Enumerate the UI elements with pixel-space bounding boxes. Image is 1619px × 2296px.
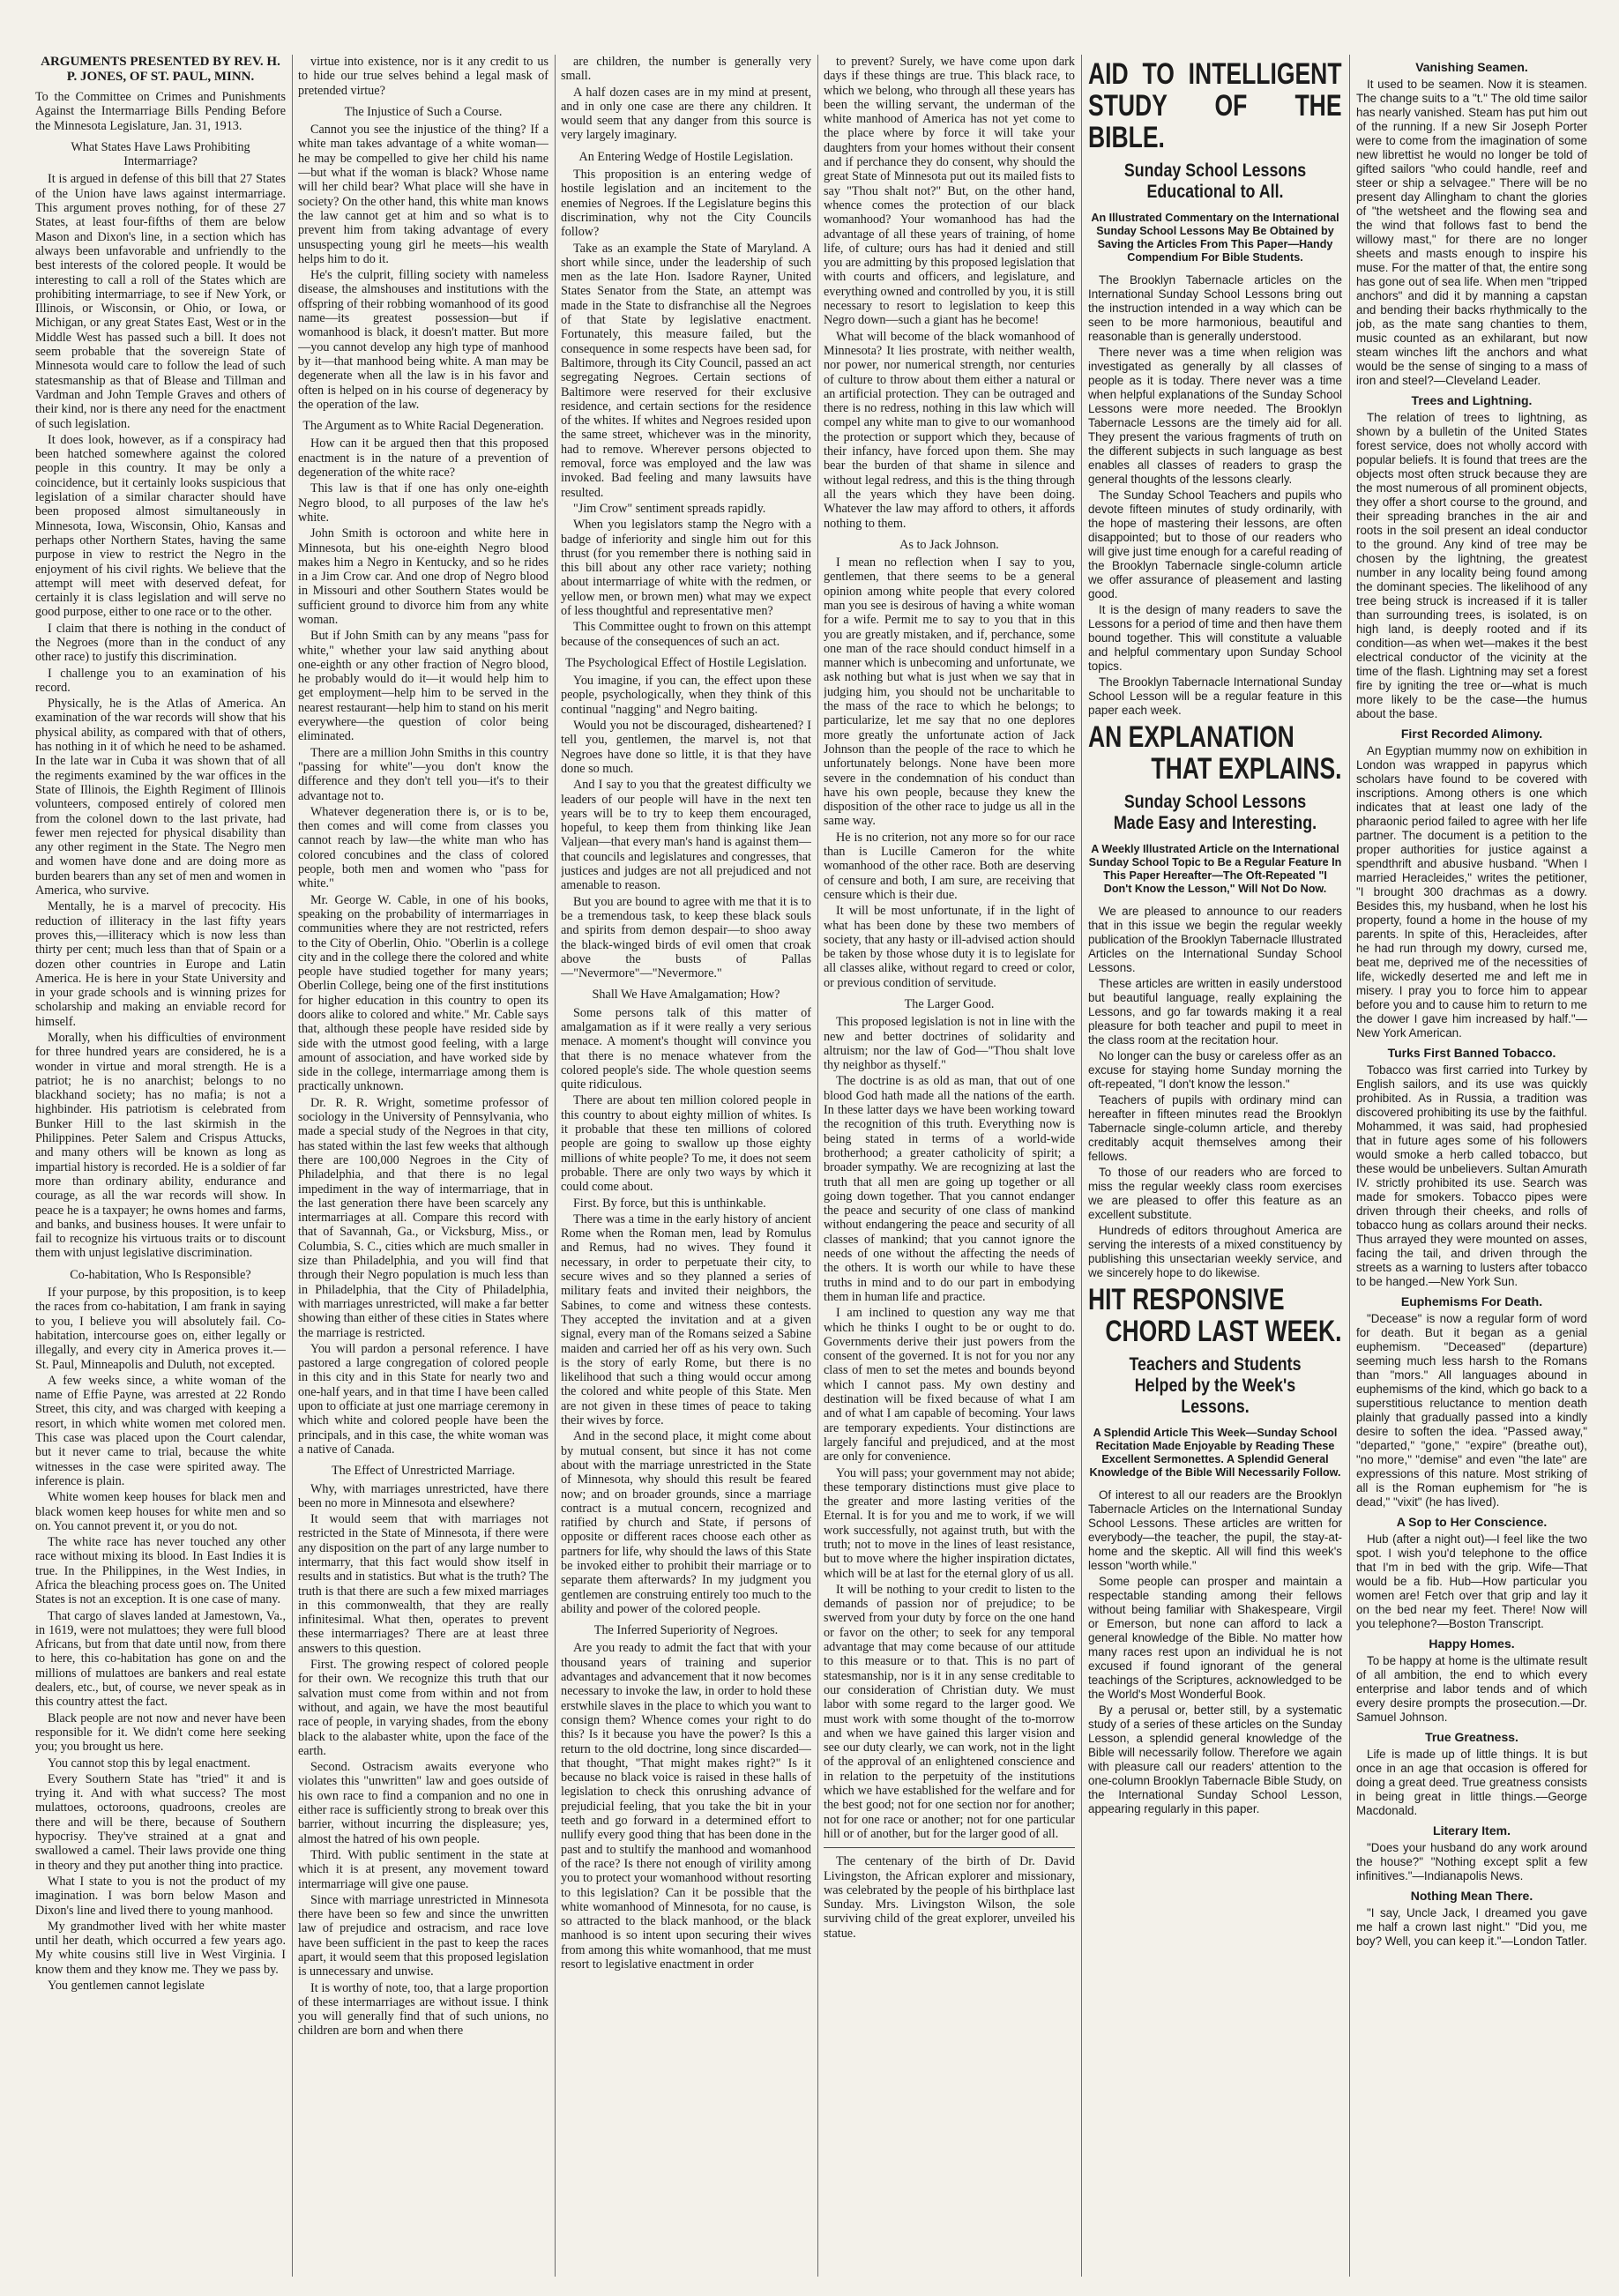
paragraph: This proposed legislation is not in line with the new and better doctrines of solidarity and altruism; nor the law of God—"Thou shalt love thy neighbor as thyself." <box>824 1015 1075 1073</box>
paragraph: I am inclined to question any way me that which he thinks I ought to be or ought to do. Governments derive their just powers from the consent of the governed. It is not for you nor any class of men to set the metes and bounds beyond which I cannot pass. My own destiny and destination will be fixed because of what I am and of what I am capable of becoming. Your laws are temporary expedients. Your distinctions are largely fanciful and prejudiced, and at the most are only for convenience. <box>824 1306 1075 1465</box>
item-title: Turks First Banned Tobacco. <box>1387 1046 1556 1060</box>
paragraph: Some people can prosper and maintain a respectable standing among their fellows without being familiar with Shakespeare, Virgil or Emerson, but none can afford to lack a general knowledge of the Bible. No matter how many races rest upon an individual he is not excused if found ignorant of the general teachings of the Scriptures, acknowledged to be the World's Most Wonderful Book. <box>1088 1575 1342 1701</box>
paragraph: Hundreds of editors throughout America are serving the interests of a mixed constituency by publishing this unsectarian weekly service, and we sincerely hope to do likewise. <box>1088 1224 1342 1279</box>
item-title: First Recorded Alimony. <box>1400 727 1543 741</box>
deck: Sunday School Lessons Educational to All. <box>1123 160 1307 202</box>
paragraph: But you are bound to agree with me that it is to be a tremendous task, to keep these black souls and spirits from demon despair—to shoo away the black-winged birds of evil omen that croak above the busts of Pallas—"Nevermore"—"Nevermore." <box>561 894 811 981</box>
paragraph: It will be nothing to your credit to listen to the demands of passion nor of prejudice; to be swerved from your duty by force on the one hand or favor on the other; to seek for any temporal advantage that may come because of our attitude to this measure or to that. This is no part of statesmanship, nor is it in any sense creditable to our consideration of Christian duty. We must labor with some regard to the larger good. We must work with some thought of the to-morrow and when we have gained this larger vision and see our duty clearly, we can work, not in the light of the approval of an enlightened conscience and in relation to the perpetuity of the institutions which we have established for the welfare and for the best good; not for one section nor for another; not for one race or another; not for one particular hill or of another, but for the larger good of all. <box>824 1582 1075 1841</box>
paragraph: By a perusal or, better still, by a systematic study of a series of these articles on the Sunday Lesson, a splendid general knowledge of the Bible will necessarily follow. Therefore we again with pleasure call our readers' attention to the one-column Brooklyn Tabernacle Bible Study, on the International Sunday School Lesson, appearing regularly in this paper. <box>1088 1703 1342 1815</box>
paragraph: Hub (after a night out)—I feel like the two spot. I wish you'd telephone to the office that I'm in bed with the grip. Wife—That would be a fib. Hub—How particular you women are! Fetch over that grip and lay it on the bed near my feet. There! Now will you telephone?—Boston Transcript. <box>1356 1532 1587 1630</box>
section-heading: The Psychological Effect of Hostile Legislation. <box>565 655 807 670</box>
paragraph: I challenge you to an examination of his record. <box>35 666 286 695</box>
paragraph: A few weeks since, a white woman of the name of Effie Payne, was arrested at 22 Rondo Street, this city, and was charged with keeping a resort, in which white women met colored men. This case was placed upon the Court calendar, but it never came to trial, because the white witnesses in the case were spirited away. The inference is plain. <box>35 1373 286 1488</box>
paragraph: A half dozen cases are in my mind at present, and in only one case are there any children. It would seem that any danger from this source is very largely imaginary. <box>561 85 811 143</box>
paragraph: But if John Smith can by any means "pass for white," whether your law said anything about one-eighth or any other fraction of Negro blood, he probably would do it—it would help him to get employment—help him to be served in the nearest restaurant—help him to stand on his merit everywhere—the question of color being eliminated. <box>298 629 548 744</box>
paragraph: That cargo of slaves landed at Jamestown, Va., in 1619, were not mulattoes; they were full blood Africans, but from that date until now, from there to here, this co-habitation has gone on and the millions of mulattoes are bankers and real estate dealers, etc., but, of course, we never speak as in this country attest the fact. <box>35 1608 286 1710</box>
paragraph: It would seem that with marriages not restricted in the State of Minnesota, if there were any disposition on the part of any large number to intermarry, that this fact would show itself in results and in statistics. But what is the truth? The truth is that there are such a few mixed marriages in this commonwealth, that they are really infinitesimal. What then, operates to prevent these intermarriages? There are at least three answers to this question. <box>298 1512 548 1656</box>
paragraph: These articles are written in easily understood but beautiful language, really explaining the Lessons, and go far towards making it a real pleasure for both teacher and pupil to meet in the class room at the recitation hour. <box>1088 977 1342 1047</box>
paragraph: Second. Ostracism awaits everyone who violates this "unwritten" law and goes outside of his own race to find a companion and no one in either race is sufficiently strong to break over this barrier, without incurring the displeasure; yes, almost the hatred of his own people. <box>298 1760 548 1846</box>
paragraph: First. By force, but this is unthinkable. <box>573 1196 766 1211</box>
headline: THAT EXPLAINS. <box>1151 752 1342 786</box>
paragraph: There are a million John Smiths in this country "passing for white"—you don't know the difference and they don't tell you—it's to their advantage not to. <box>298 745 548 803</box>
paragraph: The Brooklyn Tabernacle International Sunday School Lesson will be a regular feature in this paper each week. <box>1088 675 1342 717</box>
paragraph: I claim that there is nothing in the conduct of the Negroes (more than in the conduct of any other race) to justify this discrimination. <box>35 621 286 665</box>
paragraph: What I state to you is not the product of my imagination. I was born below Mason and Dixon's line and lived there to young manhood. <box>35 1874 286 1918</box>
paragraph: You cannot stop this by legal enactment. <box>48 1756 250 1770</box>
paragraph: This Committee ought to frown on this attempt because of the consequences of such an act. <box>561 620 811 649</box>
column-rule <box>817 55 818 2277</box>
paragraph: Dr. R. R. Wright, sometime professor of sociology in the University of Pennsylvania, who made a special study of the Negroes in that city, has stated within the last few weeks that although there are 100,000 Negroes in the City of Philadelphia, and that there is no legal impediment in the way of intermarriage, that in the last generation there have been scarcely any intermarriages at all. Compare this record with that of Savannah, Ga., or Vicksburg, Miss., or Columbia, S. C., cities which are much smaller in size than Philadelphia, and you will find that through their Negro population is much less than in Philadelphia, that the City of Philadelphia, with marriages unrestricted, will make a far better showing than either of these cities in States where the marriage is restricted. <box>298 1095 548 1340</box>
column-rule <box>555 55 556 2277</box>
paragraph: virtue into existence, nor is it any credit to us to hide our true selves behind a legal mask of pretended virtue? <box>298 55 548 98</box>
paragraph: The doctrine is as old as man, that out of one blood God hath made all the nations of the earth. In these latter days we have been working toward the recognition of this truth. Everything now is being stated in terms of a world-wide brotherhood; a greater catholicity of spirit; a broader sympathy. We are recognizing at last the truth that all men are going up together or all going down together. That you cannot endanger the peace and security of one class of mankind without endangering the peace and security of all classes of mankind; that you cannot ignore the needs of one without the affecting the needs of the others. It is worth our while to have these truths in mind and to do our part in embodying them in human life and practice. <box>824 1074 1075 1304</box>
paragraph: First. The growing respect of colored people for their own. We recognize this truth that our salvation must come from within and not from without, and again, we have the most beautiful race of people, in varying shades, from the ebony black to the alabaster white, upon the face of the earth. <box>298 1658 548 1758</box>
column-rule <box>292 55 293 2277</box>
paragraph: Mentally, he is a marvel of precocity. His reduction of illiteracy in the last fifty years proves this,—illiteracy which is now less than thirty per cent; much less than that of Spain or a dozen other countries in Europe and Latin America. He is here in your State University and in your grade schools and is winning prizes for scholarship and making an enviable record for himself. <box>35 899 286 1029</box>
paragraph: You gentlemen cannot legislate <box>48 1979 205 1993</box>
paragraph: How can it be argued then that this proposed enactment is in the nature of a prevention of degeneration of the white race? <box>298 436 548 481</box>
paragraph: Take as an example the State of Maryland. A short while since, under the leadership of such men as the late Hon. Isadore Rayner, United States Senator from the State, an attempt was made in the State to disfranchise all the Negroes of that State by legislative enactment. Fortunately, this measure failed, but the consequence in some respects have been sad, for Baltimore, through its City Council, passed an act segregating Negroes. Certain sections of Baltimore were reserved for their exclusive residence, and certain sections for the residence of the whites. If whites and Negroes resided upon the same street, whichever was in the minority, had to remove. Wherever persons objected to removal, force was employed and the law was invoked. Bad feeling and many lawsuits have resulted. <box>561 241 811 500</box>
section-heading: The Effect of Unrestricted Marriage. <box>331 1464 516 1479</box>
summary: A Splendid Article This Week—Sunday School Recitation Made Enjoyable by Reading These Excellent Sermonettes. A Splendid General Knowledge of the Bible Will Necessarily Follow. <box>1089 1427 1341 1479</box>
paragraph: "I say, Uncle Jack, I dreamed you gave me half a crown last night." "Did you, me boy? Well, you can keep it."—London Tatler. <box>1356 1906 1587 1948</box>
paragraph: Black people are not now and never have been responsible for it. We didn't come here seeking you; you brought us here. <box>35 1711 286 1755</box>
paragraph: to prevent? Surely, we have come upon dark days if these things are true. This black race, to which we belong, who through all these years has been the willing servant, the underman of the white manhood of America has not yet come to the place where by force it will take your daughters from your homes without their consent and if perchance they do consent, why should the great State of Minnesota put out its mailed fists to say "Thou shalt not?" But, on the other hand, whence comes the protection of our black womanhood? Your womanhood has had the advantage of all these years of training, of home life, of culture; ours has had it denied and still you are admitting by this proposed legislation that with courts and officers, and legislature, and everything owned and controlled by you, it is still necessary to resort to legislation to keep this Negro down—such a giant has he become! <box>824 55 1075 328</box>
section-heading: As to Jack Johnson. <box>899 537 999 552</box>
paragraph: You will pass; your government may not abide; these temporary distinctions must give place to the greater and more lasting verities of the Eternal. It is for you and me to work, if we will work successfully, not against truth, but with the truth; not to move in the lines of least resistance, but to move where the higher inspiration dictates, which will be at last for the eternal glory of us all. <box>824 1465 1075 1581</box>
column-rule <box>1349 55 1350 2277</box>
paragraph: It used to be seamen. Now it is steamen. The change suits to a "t." The old time sailor has nearly vanished. Steam has put him out of the running. If a new Sir Joseph Porter were to come from the imagination of some new librettist he would no longer be told of gifted sailors "who could handle, reef and steer or ship a selvagee." There will be no present day Allingham to chant the glories of "the wetsheet and the flowing sea and the wind that follows fast to bend the willowy mast," for there are no longer sheets and masts enough to inspire his muse. For the matter of that, the entire song has gone out of sea life. When men "tripped anchors" and did it by manning a capstan and bending their backs rhythmically to the job, as the mate sang chanties to them, music counted as an exhilarant, but now steam winches lift the anchors and what would be the sense of singing to a mass of iron and steel?—Cleveland Leader. <box>1356 78 1587 387</box>
section-heading: The Larger Good. <box>904 997 995 1011</box>
deck: Teachers and Students Helped by the Week's Lessons. <box>1129 1354 1302 1417</box>
section-heading: The Argument as to White Racial Degeneration. <box>302 419 544 434</box>
headline: HIT RESPONSIVE <box>1088 1283 1285 1316</box>
section-heading: Co-habitation, Who Is Responsible? <box>70 1267 251 1282</box>
column-3 <box>561 55 811 2277</box>
paragraph: It will be most unfortunate, if in the light of what has been done by these two members of society, that any hasty or ill-advised action should be taken by those whose duty it is to legislate for all classes alike, without regard to creed or color, or previous condition of servitude. <box>824 904 1075 990</box>
paragraph: To be happy at home is the ultimate result of all ambition, the end to which every enterprise and labor tends and of which every desire prompts the prosecution.—Dr. Samuel Johnson. <box>1356 1654 1587 1724</box>
paragraph: Physically, he is the Atlas of America. An examination of the war records will show that his physical ability, as compared with that of others, has nothing in it of which he need to be ashamed. In the late war in Cuba it was shown that of all the regiments examined by the war offices in the State of Illinois, the Eighth Regiment of Illinois volunteers, composed entirely of colored men from the colonel down to the last private, had fewer men rejected for physical disability than any other regiment in the State. The Negro men and women have done and are doing more as burden bearers than any set of men and women in America, who survive. <box>35 697 286 898</box>
paragraph: Life is made up of little things. It is but once in an age that occasion is offered for doing a great deed. True greatness consists in being great in little things.—George Macdonald. <box>1356 1748 1587 1817</box>
paragraph: Teachers of pupils with ordinary mind can hereafter in fifteen minutes read the Brooklyn Tabernacle single-column article, and thereby creditably acquit themselves among their fellows. <box>1088 1093 1342 1163</box>
paragraph: Third. With public sentiment in the state at which it is at present, any movement toward intermarriage will give one pause. <box>298 1847 548 1891</box>
item-title: A Sop to Her Conscience. <box>1396 1515 1548 1529</box>
paragraph: The Brooklyn Tabernacle articles on the International Sunday School Lessons bring out the instruction intended in a way which can be seen to be more harmonious, beautiful and reasonable than is generally understood. <box>1088 273 1342 343</box>
paragraph: Of interest to all our readers are the Brooklyn Tabernacle Articles on the International Sunday School Lessons. These articles are written for everybody—the teacher, the pupil, the stay-at-home and the skeptic. All will find this week's lesson "worth while." <box>1088 1488 1342 1572</box>
paragraph: Whatever degeneration there is, or is to be, then comes and will come from classes you cannot reach by law—the white man who has colored concubines and the class of colored people, both men and women who "pass for white." <box>298 804 548 891</box>
paragraph: If your purpose, by this proposition, is to keep the races from co-habitation, I am frank in saying to you, I believe you will absolutely fail. Co-habitation, intercourse goes on, either legally or illegally, and every city in America proves it.—St. Paul, Minneapolis and Duluth, not excepted. <box>35 1286 286 1372</box>
paragraph: Since with marriage unrestricted in Minnesota there have been so few and since the unwritten law of prejudice and ostracism, and race love have been sufficient in the past to keep the races apart, it would seem that this proposed legislation is unnecessary and unwise. <box>298 1892 548 1979</box>
paragraph: It is worthy of note, too, that a large proportion of these intermarriages are without issue. I think you will generally find that of such unions, no children are born and when there <box>298 1980 548 2039</box>
paragraph: There are about ten million colored people in this country to about eighty million of whites. Is it probable that these ten millions of colored people are going to swallow up those eighty millions of white people? To me, it does not seem probable. There are only two ways by which it could come about. <box>561 1093 811 1195</box>
section-heading: The Inferred Superiority of Negroes. <box>593 1623 779 1638</box>
paragraph: Tobacco was first carried into Turkey by English sailors, and its use was quickly prohibited. As in Russia, a tradition was discovered prohibiting its use by the faithful. Mohammed, it was said, had prophesied that in future ages some of his followers would smoke a herb called tobacco, but these would be unbelievers. Sultan Amurath IV. strictly prohibited its use. Search was made for smokers. Tobacco pipes were driven through their cheeks, and rolls of tobacco hung as collars around their necks. Thus arrayed they were mounted on asses, facing the tail, and driven through the streets as a warning to lusters after tobacco to be hanged.—New York Sun. <box>1356 1063 1587 1288</box>
paragraph: An Egyptian mummy now on exhibition in London was wrapped in papyrus which scholars have found to be covered with inscriptions. Among others is one which indicates that at least one lady of the pharaonic period failed to agree with her life partner. The document is a petition to the proper authorities for justice against a spendthrift and abusive husband. "When I married Heracleides," writes the petitioner, "I brought 300 drachmas as a dowry. Besides this, my husband, when he lost his property, found a home in the house of my parents. In spite of this, Heracleides, after he had run through my dowry, cursed me, beat me, deprived me of the necessities of life, wickedly deserted me and left me in misery. I pray you to force him to appear before you and to cause him to return to me the dower I gave him increased by half."—New York American. <box>1356 744 1587 1040</box>
divider <box>824 1847 1075 1848</box>
section-heading: An Entering Wedge of Hostile Legislation. <box>578 149 794 164</box>
paragraph: This proposition is an entering wedge of hostile legislation and an incitement to the enemies of Negroes. If the Legislature begins this discrimination, why not the City Councils follow? <box>561 168 811 240</box>
section-heading: The Injustice of Such a Course. <box>344 104 503 119</box>
section-heading: Shall We Have Amalgamation; How? <box>592 988 780 1003</box>
item-title: True Greatness. <box>1425 1730 1518 1744</box>
paragraph: John Smith is octoroon and white here in Minnesota, but his one-eighth Negro blood makes him a Negro in Kentucky, and so he rides in a Jim Crow car. And one drop of Negro blood in Missouri and other Southern States would be sufficient ground to divorce him from any white woman. <box>298 526 548 627</box>
deck: Sunday School Lessons Made Easy and Interesting. <box>1113 792 1317 833</box>
paragraph: Morally, when his difficulties of environment for three hundred years are considered, he is a wonder in virtue and moral strength. He is a patriot; he is no anarchist; belongs to no blackhand society; has no mafia; is not a highbinder. His patriotism is celebrated from Bunker Hill to the last skirmish in the Philippines. Peter Salem and Crispus Attucks, and many others will be known as long as impartial history is recorded. He is a soldier of far more than ordinary ability, endurance and courage, as all the war records will show. In peace he is a taxpayer; he owns homes and farms, and banks, and business houses. It were unfair to fail to recognize his virtuous traits or to discount them with unjust legislative discrimination. <box>35 1031 286 1261</box>
paragraph: Mr. George W. Cable, in one of his books, speaking on the probability of intermarriages in communities where they are not restricted, refers to the City of Oberlin, Ohio. "Oberlin is a college city and in the college there the colored and white people have studied together for many years; Oberlin College, being one of the first institutions for higher education in this country to open its doors alike to colored and white." Mr. Cable says that, although these people have resided side by side with the utmost good feeling, with a large amount of association, and have worked side by side in the college, intermarriage among them is practically unknown. <box>298 892 548 1094</box>
paragraph: What will become of the black womanhood of Minnesota? It lies prostrate, with neither wealth, nor power, nor numerical strength, nor centuries of culture to throw about them either a natural or an artificial protection. They can be outraged and there is no redress, nothing in this law which will compel any white man to give to our womanhood the protection or support which they, because of their infancy, have forced upon them. She may bear the burden of that shame in silence and without legal redress, and this is the thing through all the years which they have been doing. Whatever the law may afford to others, it affords nothing to them. <box>824 329 1075 531</box>
column-5 <box>1088 55 1342 2277</box>
paragraph: I mean no reflection when I say to you, gentlemen, that there seems to be a general opinion among white people that every colored man you see is desirous of having a white woman for a wife. Permit me to say to you that in this you are greatly mistaken, and if, perchance, some one man of the race should conduct himself in a manner which is unbecoming and unfortunate, we ask nothing but what is just when we say that in judging him, you should not be uncharitable to the mass of the race to which he belongs; to particularize, let me say that no one deplores more greatly the unfortunate action of Jack Johnson than the people of the race to which he unfortunately belongs. None have been more severe in the condemnation of his conduct than have his own people, because they knew the disposition of the other race to judge us all in the same way. <box>824 555 1075 829</box>
item-title: Literary Item. <box>1433 1823 1511 1838</box>
paragraph: Would you not be discouraged, disheartened? I tell you, gentlemen, the marvel is, not that Negroes have done so little, it is that they have done so much. <box>561 719 811 776</box>
paragraph: It is the design of many readers to save the Lessons for a period of time and then have them bound together. This will constitute a valuable and helpful commentary upon Sunday School topics. <box>1088 603 1342 673</box>
paragraph: "Jim Crow" sentiment spreads rapidly. <box>573 501 766 516</box>
item-title: Nothing Mean There. <box>1410 1889 1533 1903</box>
summary: An Illustrated Commentary on the International Sunday School Lessons May Be Obtained by Saving the Articles From This Paper—Handy Compendium For Bible Students. <box>1091 212 1339 264</box>
paragraph: The white race has never touched any other race without mixing its blood. In East Indies it is true. In the Philippines, in the West Indies, in Africa the bleaching process goes on. The United States is not an exception. It is one case of many. <box>35 1535 286 1607</box>
headline: AID TO INTELLIGENT STUDY OF THE BIBLE. <box>1088 57 1342 154</box>
column-4 <box>824 55 1075 2277</box>
paragraph: Cannot you see the injustice of the thing? If a white man takes advantage of a white woman—he may be compelled to give her child his name—but what if the woman is black? Whose name will her child bear? What place will she have in society? On the other hand, this white man knows the law cannot get at him and so what is to prevent him from taking advantage of every unsuspecting young girl he meets—his wealth helps him to do it. <box>298 123 548 266</box>
paragraph: My grandmother lived with her white master until her death, which occurred a few years ago. My white cousins still live in West Virginia. I know them and they know me. They we pass by. <box>35 1919 286 1977</box>
paragraph: He is no criterion, not any more so for our race than is Lucille Cameron for the white womanhood of the other race. Both are deserving of censure and both, I am sure, are receiving that censure which is their due. <box>824 830 1075 902</box>
paragraph: You will pardon a personal reference. I have pastored a large congregation of colored people in this city and in this State for nearly two and one-half years, and in that time I have been called upon to officiate at just one marriage ceremony in which white and colored people have been the principals, and in this case, the white woman was a native of Canada. <box>298 1341 548 1457</box>
headline: CHORD LAST WEEK. <box>1105 1315 1342 1348</box>
paragraph: "Decease" is now a regular form of word for death. But it began as a genial euphemism. "Deceased" (departure) seeming much less harsh to the Romans than "mors." All languages abound in euphemisms of the kind, which go back to a superstitious reluctance to mention death plainly that gradually passed into a kindly desire to soften the idea. "Passed away," "departed," "gone," "expire" (breathe out), "no more," "demise" and even "the late" are expressions of this nature. Most striking of all is the Roman euphemism for "he is dead," "vixit" (he has lived). <box>1356 1312 1587 1509</box>
section-heading: What States Have Laws Prohibiting Intermarriage? <box>71 139 250 169</box>
paragraph: The Sunday School Teachers and pupils who devote fifteen minutes of study ordinarily, with the hope of mastering their lessons, are often disappointed; but to those of our readers who will give just time enough for a careful reading of the Brooklyn Tabernacle single-column article we offer assurance of pleasement and lasting good. <box>1088 488 1342 600</box>
item-title: Vanishing Seamen. <box>1415 60 1528 74</box>
paragraph: And I say to you that the greatest difficulty we leaders of our people will have in the next ten years will be to try to keep them encouraged, hopeful, to keep them from thinking like Jean Valjean—that every man's hand is against them—that councils and legislatures and congresses, that justices and judges are not all prejudiced and not amenable to reason. <box>561 778 811 893</box>
column-2 <box>298 55 548 2277</box>
paragraph: We are pleased to announce to our readers that in this issue we begin the regular weekly publication of the Brooklyn Tabernacle Illustrated Articles on the International Sunday School Lessons. <box>1088 905 1342 974</box>
column-6 <box>1356 55 1587 2277</box>
column-1 <box>35 55 286 2277</box>
paragraph: Every Southern State has "tried" it and is trying it. And with what success? The most mulattoes, octoroons, quadroons, creoles are there and will be there, because of Southern hypocrisy. They've strained at a gnat and swallowed a camel. Their laws provide one thing in theory and they put another thing into practice. <box>35 1771 286 1873</box>
paragraph: White women keep houses for black men and black women keep houses for white men and so on. You cannot prevent it, or you do not. <box>35 1490 286 1533</box>
paragraph: It is argued in defense of this bill that 27 States of the Union have laws against intermarriage. This argument proves nothing, for of these 27 States, at least four-fifths of them are below Mason and Dixon's line, in a section which has always been unfavorable and unfriendly to the best interests of the colored people. It would be interesting to call a roll of the States which are prohibiting intermarriage, to see if New York, or Illinois, or Wisconsin, or Ohio, or Iowa, or Michigan, or any great States East, West or in the Middle West has passed such a bill. It does not seem probable that the sovereign State of Minnesota would care to follow the lead of such statesmanship as that of Blease and Tillman and Vardman and John Temple Graves and others of their kind, nor is there any need for the enactment of such legislation. <box>35 172 286 431</box>
item-title: Trees and Lightning. <box>1411 393 1533 407</box>
paragraph: are children, the number is generally very small. <box>561 55 811 84</box>
paragraph: When you legislators stamp the Negro with a badge of inferiority and single him out for this thrust (for you remember there is nothing said in this bill about any other race variety; nothing about intermarriage of white with the redmen, or yellow men, or brown men) what may we expect of less thoughtful and representative men? <box>561 518 811 618</box>
paragraph: No longer can the busy or careless offer as an excuse for staying home Sunday morning the oft-repeated, "I don't know the lesson." <box>1088 1049 1342 1091</box>
paragraph: Some persons talk of this matter of amalgamation as if it were really a very serious menace. A moment's thought will convince you that there is no menace whatever from the colored people's side. The whole question seems quite ridiculous. <box>561 1005 811 1092</box>
paragraph: To those of our readers who are forced to miss the regular weekly class room exercises we are pleased to offer this feature as an excellent substitute. <box>1088 1166 1342 1221</box>
item-title: Happy Homes. <box>1429 1636 1515 1651</box>
article-address: To the Committee on Crimes and Punishments Against the Intermarriage Bills Pending Before the Minnesota Legislature, Jan. 31, 1913. <box>35 90 286 133</box>
paragraph: This law is that if one has only one-eighth Negro blood, to all purposes of the law he's white. <box>298 481 548 525</box>
paragraph: There never was a time when religion was investigated as generally by all classes of people as it is today. There never was a time when helpful explanations of the Sunday School Lessons were more needed. The Brooklyn Tabernacle Lessons are the timely aid for all. They present the various fragments of truth on the different subjects in such language as best enables all classes of readers to grasp the general thoughts of the lessons clearly. <box>1088 346 1342 486</box>
paragraph: Why, with marriages unrestricted, have there been no more in Minnesota and elsewhere? <box>298 1481 548 1510</box>
paragraph: "Does your husband do any work around the house?" "Nothing except split a few infinitives."—Indianapolis News. <box>1356 1841 1587 1882</box>
paragraph: It does look, however, as if a conspiracy had been hatched somewhere against the colored people in this country. It may be only a coincidence, but it certainly looks suspicious that legislation of a similar character should have been proposed almost simultaneously in Minnesota, Iowa, Wisconsin, Ohio, Kansas and perhaps other Northern States, having the same purpose in view to restrict the Negro in the enjoyment of his civil rights. We believe that the attempt will meet with deserved defeat, for certainly it is class legislation and will serve no good purpose, either to one race or to the other. <box>35 432 286 620</box>
summary: A Weekly Illustrated Article on the International Sunday School Topic to Be a Regular Feature In This Paper Hereafter—The Oft-Repeated "I Don't Know the Lesson," Will Not Do Now. <box>1088 843 1342 895</box>
article-title: ARGUMENTS PRESENTED BY REV. H. P. JONES, OF ST. PAUL, MINN. <box>41 55 280 84</box>
paragraph: And in the second place, it might come about by mutual consent, but since it has not come about with the marriage unrestricted in the State of Minnesota, why should this result be feared now; and on broader grounds, since a marriage contract is a mutual concern, recognized and ratified by church and State, if persons of opposite or different races choose each other as partners for life, why should the laws of this State be invoked either to prohibit their marriage or to separate them afterwards? In my judgment you gentlemen are construing entirely too much to the ability and power of the colored people. <box>561 1429 811 1616</box>
column-rule <box>1081 55 1082 2277</box>
headline: AN EXPLANATION <box>1088 720 1294 754</box>
item-title: Euphemisms For Death. <box>1400 1294 1543 1308</box>
paragraph: There was a time in the early history of ancient Rome when the Roman men, lead by Romulus and Remus, had no wives. They found it necessary, in order to perpetuate their city, to secure wives and so they planned a series of military feats and invited their neighbors, the Sabines, to come and witness these contests. They accepted the invitation and at a given signal, every man of the Romans seized a Sabine maiden and carried her off as his very own. Such is the story of early Rome, but there is no likelihood that such a thing would occur among the colored and white people of this State. Men are not given in these times of peace to taking their wives by force. <box>561 1211 811 1428</box>
paragraph: The relation of trees to lightning, as shown by a bulletin of the United States forest service, does not wholly accord with popular beliefs. It is found that trees are the objects most often struck because they are the most numerous of all prominent objects, they offer a short course to the ground, and their spreading branches in the air and roots in the soil present an ideal conductor to the ground. Any kind of tree may be chosen by the lightning, the greatest number in any locality being found among the dominant species. The likelihood of any tree being struck is increased if it is taller than surrounding trees, is isolated, is on high land, is deeply rooted and if its condition—as when wet—makes it the best electrical conductor of the vicinity at the time of the flash. Lightning may set a forest fire by igniting the tree or—what is much more likely to be the case—the humus about the base. <box>1356 411 1587 720</box>
paragraph: You imagine, if you can, the effect upon these people, psychologically, when they think of this continual "nagging" and Negro baiting. <box>561 674 811 717</box>
paragraph: The centenary of the birth of Dr. David Livingston, the African explorer and missionary, was celebrated by the people of his birthplace last Sunday. Mrs. Livingston Wilson, the sole surviving child of the great explorer, unveiled his statue. <box>824 1854 1075 1941</box>
paragraph: He's the culprit, filling society with nameless disease, the almshouses and institutions with the offspring of their robbing womanhood of its good name—its greatest possession—but if womanhood is black, it doesn't matter. But more—you cannot develop any high type of manhood by it—that manhood being white. A man may be degenerate when all the law is in his favor and often is helped on in his course of degeneracy by the operation of the law. <box>298 268 548 412</box>
paragraph: Are you ready to admit the fact that with your thousand years of training and superior advantages and advancement that it now becomes necessary to invoke the law, in order to hold these erstwhile slaves in the place to which you want to consign them? Whence comes your right to do this? Is it because you have the power? Is this a return to the old doctrine, long since discarded—that thought, "That might makes right?" Is it because no black voice is raised in these halls of legislation to check this onrushing advance of prejudicial feeling, that you take the bit in your teeth and go forward in a determined effort to nullify every good thing that has been done in the past and to stultify the manhood and womanhood of the race? Is there not enough of virility among you to protect your womanhood without resorting to this legislation? Can it be possible that the white womanhood of Minnesota, for no cause, is so attracted to the black manhood, or the black manhood is so intent upon securing their wives from among this white womanhood, that me must resort to legislative enactment in order <box>561 1641 811 1972</box>
